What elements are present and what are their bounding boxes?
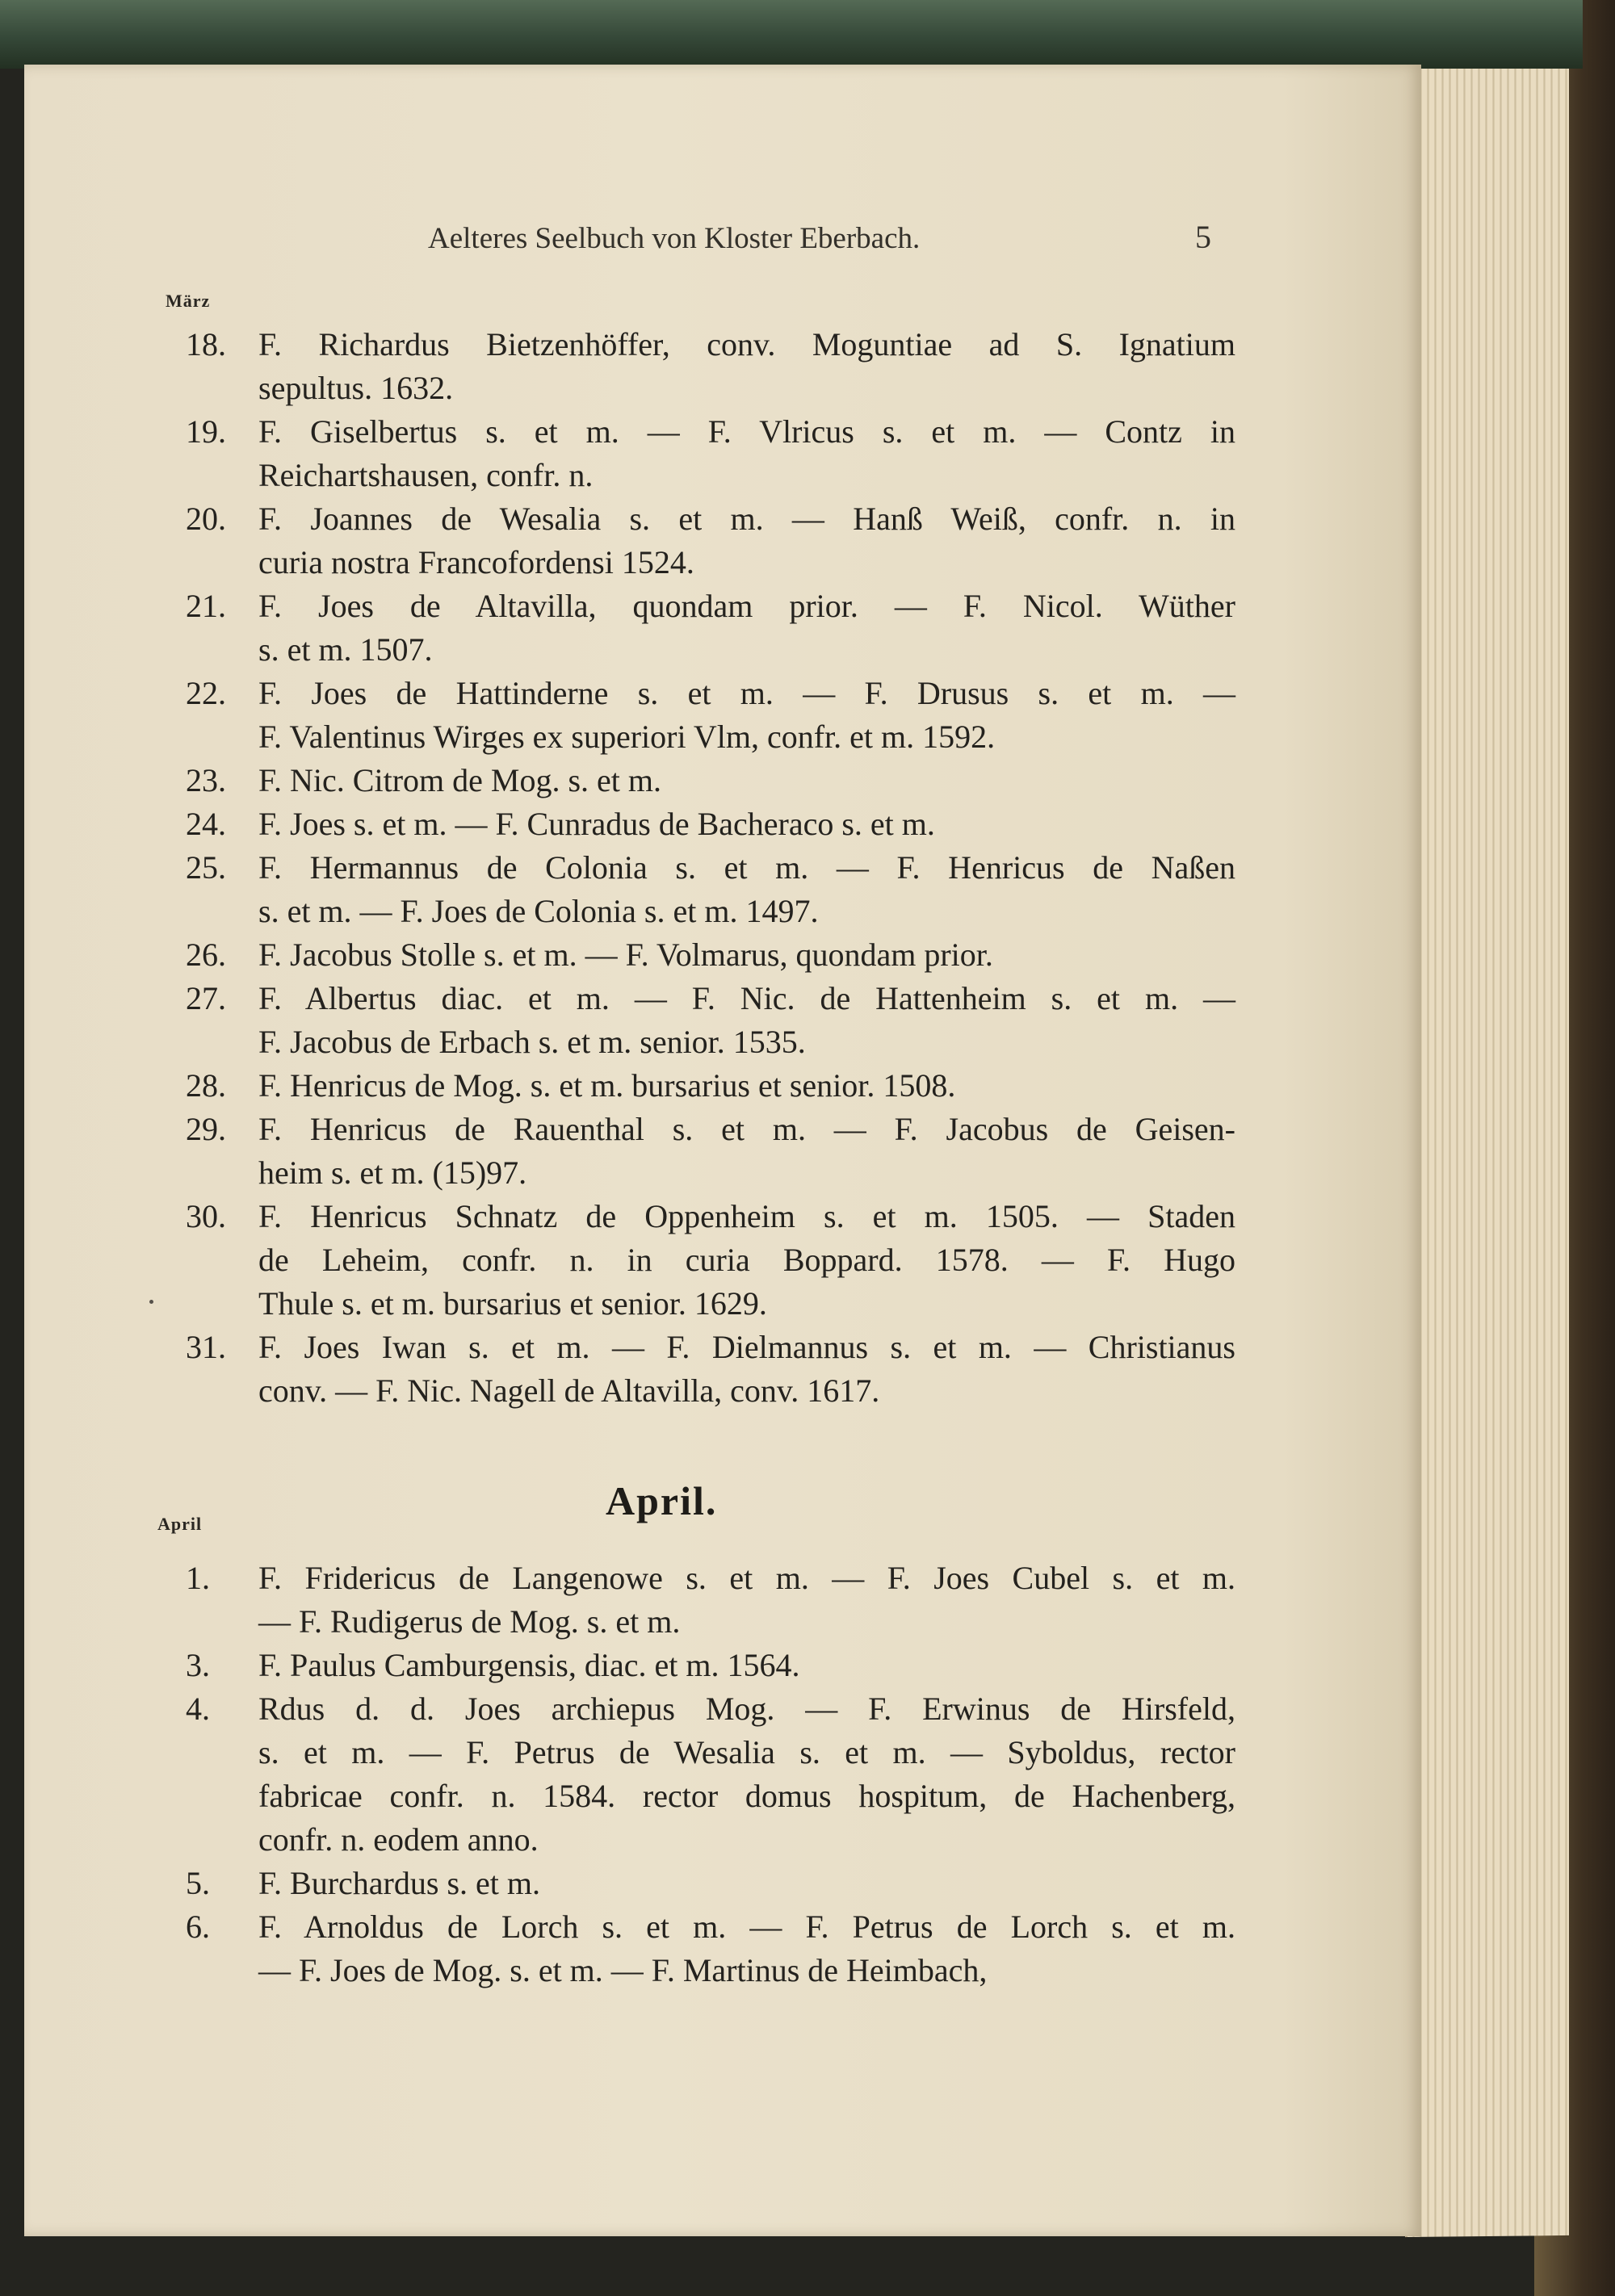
page-stack-edge: [1405, 23, 1569, 2237]
entry-line: F. Albertus diac. et m. — F. Nic. de Hattenheim s. et m. —: [258, 980, 1235, 1016]
april-entries: [186, 1557, 1235, 1992]
entry-day-number: 20.: [186, 501, 226, 537]
list-item: [186, 672, 1235, 759]
list-item: [186, 802, 1235, 846]
entry-text: [258, 323, 1235, 410]
entry-text: [258, 497, 1235, 584]
book-page: [24, 65, 1421, 2236]
entry-day-number: 6.: [186, 1908, 210, 1945]
paper-speck: [149, 1300, 153, 1304]
entry-line: F. Valentinus Wirges ex superiori Vlm, confr. et m. 1592.: [258, 719, 996, 755]
entry-day-number: 3.: [186, 1647, 210, 1683]
entry-line: s. et m. 1507.: [258, 631, 433, 668]
entry-line: F. Arnoldus de Lorch s. et m. — F. Petrus de Lorch s. et m.: [258, 1908, 1235, 1945]
entry-day-number: 21.: [186, 588, 226, 624]
entry-text: [258, 977, 1235, 1064]
list-item: [186, 846, 1235, 933]
entry-line: Reichartshausen, confr. n.: [258, 457, 594, 493]
list-item: [186, 1644, 1235, 1687]
page-number: 5: [1195, 219, 1211, 255]
running-head: [420, 218, 1211, 256]
entry-line: F. Burchardus s. et m.: [258, 1865, 540, 1901]
entry-text: [258, 1326, 1235, 1413]
list-item: [186, 584, 1235, 672]
entry-text: [258, 1687, 1235, 1862]
entry-line: F. Jacobus Stolle s. et m. — F. Volmarus, quondam prior.: [258, 936, 993, 973]
entry-text: [258, 759, 1235, 802]
entry-text: [258, 933, 1235, 977]
entry-line: F. Henricus de Rauenthal s. et m. — F. Jacobus de Geisen-: [258, 1111, 1235, 1147]
entry-line: F. Richardus Bietzenhöffer, conv. Moguntiae ad S. Ignatium: [258, 326, 1235, 362]
entry-text: [258, 846, 1235, 933]
entry-line: F. Jacobus de Erbach s. et m. senior. 1535.: [258, 1024, 806, 1060]
entry-line: F. Fridericus de Langenowe s. et m. — F. Joes Cubel s. et m.: [258, 1560, 1235, 1596]
list-item: [186, 1905, 1235, 1992]
march-entries: [186, 323, 1235, 1413]
entry-text: [258, 802, 1235, 846]
entry-day-number: 30.: [186, 1198, 226, 1234]
entry-day-number: 31.: [186, 1329, 226, 1365]
list-item: [186, 497, 1235, 584]
entry-line: — F. Rudigerus de Mog. s. et m.: [258, 1603, 681, 1640]
margin-marker-april: April: [157, 1514, 203, 1534]
entry-text: [258, 1557, 1235, 1644]
entry-line: — F. Joes de Mog. s. et m. — F. Martinus de Heimbach,: [258, 1952, 988, 1988]
entry-line: F. Joannes de Wesalia s. et m. — Hanß Weiß, confr. n. in: [258, 501, 1235, 537]
entry-line: sepultus. 1632.: [258, 370, 454, 406]
running-head-title: Aelteres Seelbuch von Kloster Eberbach.: [428, 222, 921, 255]
list-item: [186, 1064, 1235, 1108]
list-item: [186, 410, 1235, 497]
entry-text: [258, 1644, 1235, 1687]
list-item: [186, 1326, 1235, 1413]
entry-line: F. Giselbertus s. et m. — F. Vlricus s. et m. — Contz in: [258, 413, 1235, 450]
entry-line: F. Joes de Hattinderne s. et m. — F. Drusus s. et m. —: [258, 675, 1235, 711]
entry-line: F. Henricus de Mog. s. et m. bursarius et senior. 1508.: [258, 1067, 956, 1104]
entry-line: Rdus d. d. Joes archiepus Mog. — F. Erwinus de Hirsfeld,: [258, 1691, 1235, 1727]
entry-day-number: 5.: [186, 1865, 210, 1901]
entry-line: de Leheim, confr. n. in curia Boppard. 1578. — F. Hugo: [258, 1242, 1235, 1278]
entry-line: fabricae confr. n. 1584. rector domus hospitum, de Hachenberg,: [258, 1778, 1235, 1814]
entry-day-number: 27.: [186, 980, 226, 1016]
entry-line: F. Joes de Altavilla, quondam prior. — F. Nicol. Wüther: [258, 588, 1235, 624]
entry-day-number: 29.: [186, 1111, 226, 1147]
entry-line: F. Paulus Camburgensis, diac. et m. 1564.: [258, 1647, 800, 1683]
entry-line: F. Joes s. et m. — F. Cunradus de Bacheraco s. et m.: [258, 806, 935, 842]
entry-line: s. et m. — F. Petrus de Wesalia s. et m. — Syboldus, rector: [258, 1734, 1235, 1770]
list-item: [186, 933, 1235, 977]
list-item: [186, 1862, 1235, 1905]
entry-day-number: 24.: [186, 806, 226, 842]
entry-day-number: 25.: [186, 849, 226, 886]
section-heading-april: April.: [606, 1478, 718, 1523]
entry-day-number: 18.: [186, 326, 226, 362]
entry-day-number: 26.: [186, 936, 226, 973]
entry-text: [258, 1195, 1235, 1326]
entry-text: [258, 1108, 1235, 1195]
entry-text: [258, 1064, 1235, 1108]
entry-line: F. Nic. Citrom de Mog. s. et m.: [258, 762, 662, 798]
list-item: [186, 1195, 1235, 1326]
entry-text: [258, 1905, 1235, 1992]
entry-line: Thule s. et m. bursarius et senior. 1629.: [258, 1285, 767, 1322]
list-item: [186, 759, 1235, 802]
entry-day-number: 19.: [186, 413, 226, 450]
entry-line: F. Henricus Schnatz de Oppenheim s. et m. 1505. — Staden: [258, 1198, 1235, 1234]
entry-line: confr. n. eodem anno.: [258, 1821, 539, 1858]
entry-day-number: 4.: [186, 1691, 210, 1727]
entry-day-number: 1.: [186, 1560, 210, 1596]
entry-text: [258, 1862, 1235, 1905]
margin-marker-march: März: [166, 291, 211, 311]
entry-line: curia nostra Francofordensi 1524.: [258, 544, 694, 580]
entry-text: [258, 584, 1235, 672]
list-item: [186, 977, 1235, 1064]
list-item: [186, 1108, 1235, 1195]
entry-line: conv. — F. Nic. Nagell de Altavilla, conv. 1617.: [258, 1372, 880, 1409]
list-item: [186, 1687, 1235, 1862]
book-cover-top: [0, 0, 1583, 69]
entry-day-number: 28.: [186, 1067, 226, 1104]
entry-text: [258, 410, 1235, 497]
entry-day-number: 23.: [186, 762, 226, 798]
entry-text: [258, 672, 1235, 759]
list-item: [186, 323, 1235, 410]
entry-line: F. Joes Iwan s. et m. — F. Dielmannus s. et m. — Christianus: [258, 1329, 1235, 1365]
list-item: [186, 1557, 1235, 1644]
entry-line: heim s. et m. (15)97.: [258, 1154, 527, 1191]
entry-line: s. et m. — F. Joes de Colonia s. et m. 1497.: [258, 893, 819, 929]
entry-line: F. Hermannus de Colonia s. et m. — F. Henricus de Naßen: [258, 849, 1235, 886]
entry-day-number: 22.: [186, 675, 226, 711]
